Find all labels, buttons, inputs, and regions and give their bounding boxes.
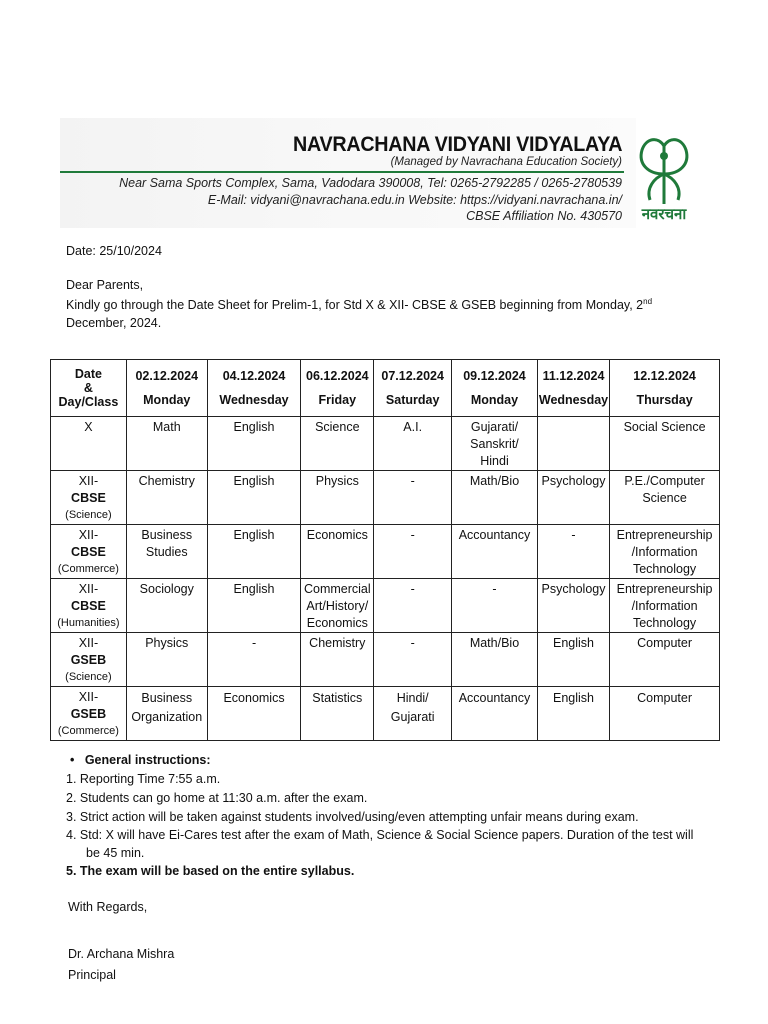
table-cell: Sociology (126, 579, 207, 633)
table-cell: English (537, 687, 609, 741)
table-cell: Math/Bio (452, 633, 538, 687)
closing: With Regards, (68, 900, 148, 914)
table-cell: Business Studies (126, 525, 207, 579)
table-cell: Entrepreneurship /Information Technology (610, 579, 720, 633)
signatory-name: Dr. Archana Mishra (68, 947, 175, 961)
signatory-title: Principal (68, 968, 116, 982)
table-cell: English (207, 525, 301, 579)
table-cell: Business Organization (126, 687, 207, 741)
instruction-4: 4. Std: X will have Ei-Cares test after the exam of Math, Science & Social Science papers. Duration of the test will (66, 828, 694, 842)
table-cell: - (374, 579, 452, 633)
table-row (51, 687, 720, 741)
instruction-1: 1. Reporting Time 7:55 a.m. (66, 772, 221, 786)
contact-line: E-Mail: vidyani@navrachana.edu.in Website: https://vidyani.navrachana.in/ (207, 193, 622, 207)
table-cell: Entrepreneurship /Information Technology (610, 525, 720, 579)
table-cell: Hindi/ Gujarati (374, 687, 452, 741)
header-col-5: 09.12.2024 Monday (452, 360, 538, 417)
managed-by: (Managed by Navrachana Education Society) (390, 156, 622, 168)
school-name: NAVRACHANA VIDYANI VIDYALAYA (292, 133, 622, 156)
table-cell: Physics (301, 471, 374, 525)
table-cell: Chemistry (301, 633, 374, 687)
address-line: Near Sama Sports Complex, Sama, Vadodara 390008, Tel: 0265-2792285 / 0265-2780539 (119, 176, 622, 190)
salutation: Dear Parents, (66, 278, 144, 292)
row-class-label: X (51, 417, 127, 471)
table-cell: A.I. (374, 417, 452, 471)
letterhead-divider (60, 171, 624, 173)
instruction-2: 2. Students can go home at 11:30 a.m. after the exam. (66, 791, 368, 805)
table-cell: Psychology (537, 471, 609, 525)
table-cell: - (452, 579, 538, 633)
table-cell: English (207, 471, 301, 525)
intro-line-2: December, 2024. (66, 316, 162, 330)
table-cell: Gujarati/ Sanskrit/ Hindi (452, 417, 538, 471)
school-logo (628, 126, 700, 224)
table-cell: Computer (610, 687, 720, 741)
header-col-1: 02.12.2024 Monday (126, 360, 207, 417)
letter-date: Date: 25/10/2024 (66, 244, 162, 258)
table-cell: Economics (207, 687, 301, 741)
instruction-5: 5. The exam will be based on the entire syllabus. (66, 864, 355, 878)
table-cell: Psychology (537, 579, 609, 633)
row-class-label: XII- GSEB (Science) (51, 633, 127, 687)
table-cell: English (207, 579, 301, 633)
table-row (51, 471, 720, 525)
table-cell: English (207, 417, 301, 471)
table-cell: Math (126, 417, 207, 471)
table-cell: - (537, 525, 609, 579)
affiliation-line: CBSE Affiliation No. 430570 (466, 209, 622, 223)
header-corner: Date & Day/Class (51, 360, 127, 417)
table-cell: - (374, 633, 452, 687)
header-col-2: 04.12.2024 Wednesday (207, 360, 301, 417)
table-header-row (51, 360, 720, 417)
header-col-3: 06.12.2024 Friday (301, 360, 374, 417)
table-row (51, 525, 720, 579)
table-cell: - (207, 633, 301, 687)
row-class-label: XII- CBSE (Humanities) (51, 579, 127, 633)
table-row (51, 417, 720, 471)
intro-line-1: Kindly go through the Date Sheet for Prelim-1, for Std X & XII- CBSE & GSEB beginning from Monday, 2nd (66, 297, 653, 313)
table-cell: Physics (126, 633, 207, 687)
table-row (51, 633, 720, 687)
table-cell: English (537, 633, 609, 687)
table-cell: Math/Bio (452, 471, 538, 525)
row-class-label: XII- GSEB (Commerce) (51, 687, 127, 741)
table-cell: Economics (301, 525, 374, 579)
table-cell: P.E./Computer Science (610, 471, 720, 525)
date-sheet-table (50, 359, 720, 741)
header-col-6: 11.12.2024 Wednesday (537, 360, 609, 417)
table-cell: Computer (610, 633, 720, 687)
logo-text: नवरचना (641, 205, 687, 223)
table-cell: Statistics (301, 687, 374, 741)
instruction-3: 3. Strict action will be taken against students involved/using/even attempting unfair means during exam. (66, 810, 639, 824)
table-cell (537, 417, 609, 471)
table-cell: Accountancy (452, 687, 538, 741)
row-class-label: XII- CBSE (Science) (51, 471, 127, 525)
table-cell: Commercial Art/History/ Economics (301, 579, 374, 633)
table-cell: Accountancy (452, 525, 538, 579)
header-col-7: 12.12.2024 Thursday (610, 360, 720, 417)
table-row (51, 579, 720, 633)
instructions-heading: • General instructions: (70, 753, 211, 767)
instruction-4-cont: be 45 min. (86, 846, 145, 860)
row-class-label: XII- CBSE (Commerce) (51, 525, 127, 579)
table-cell: Social Science (610, 417, 720, 471)
table-cell: Chemistry (126, 471, 207, 525)
header-col-4: 07.12.2024 Saturday (374, 360, 452, 417)
table-cell: Science (301, 417, 374, 471)
table-cell: - (374, 525, 452, 579)
table-cell: - (374, 471, 452, 525)
